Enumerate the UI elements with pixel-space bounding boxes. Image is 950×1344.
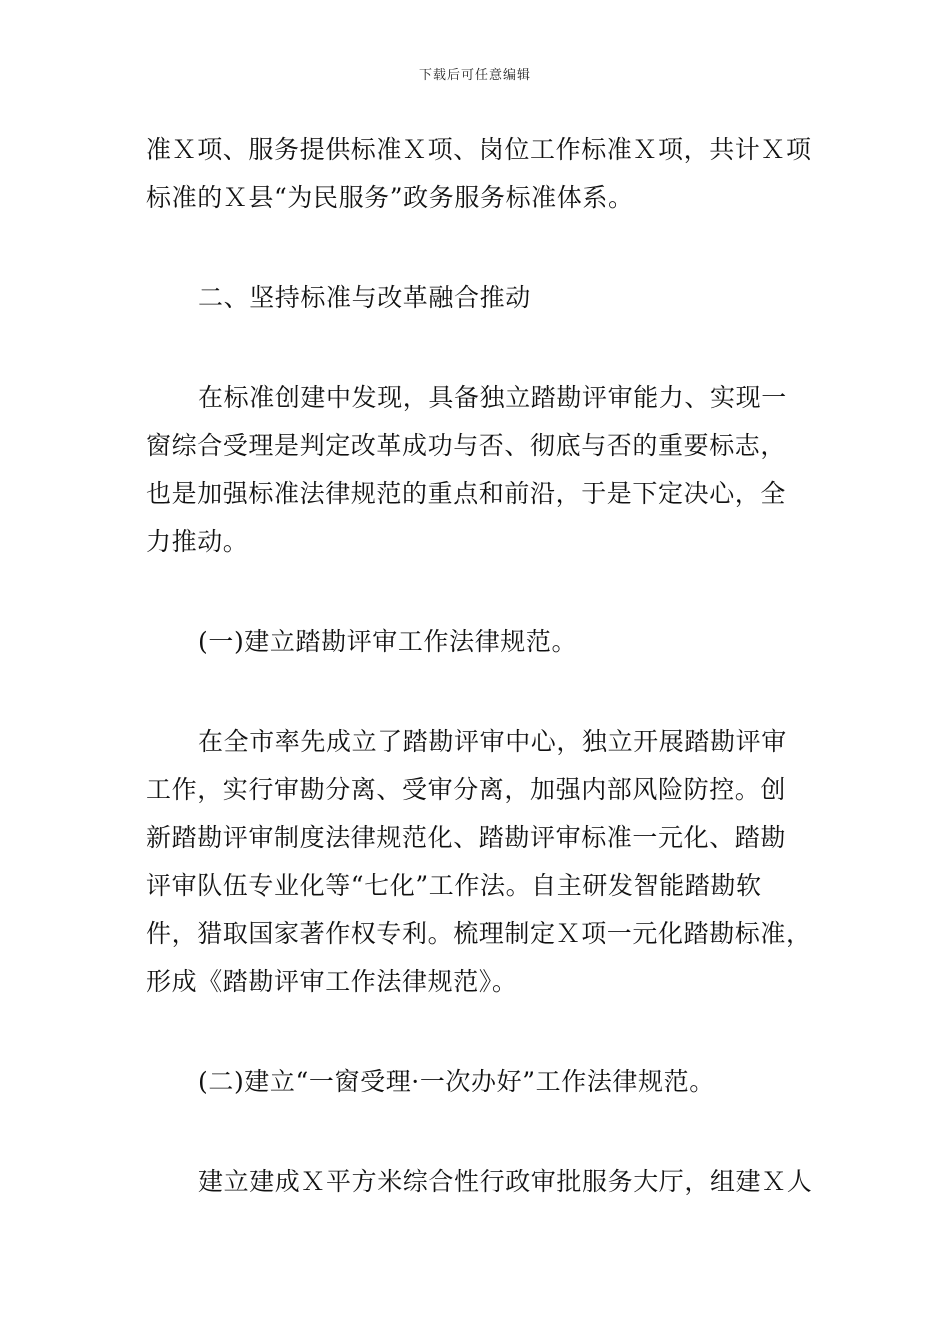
heading-line: (一)建立踏勘评审工作法律规范。 [198,627,578,656]
heading-line: (二)建立“一窗受理·一次办好”工作法律规范。 [198,1067,715,1096]
text-line: 件，猎取国家著作权专利。梳理制定Ｘ项一元化踏勘标准， [146,919,812,948]
paragraph [146,718,811,1006]
text-line: 评审队伍专业化等“七化”工作法。自主研发智能踏勘软 [146,871,762,900]
subsection-heading [146,618,811,666]
text-line: 力推动。 [146,527,249,556]
text-line: 窗综合受理是判定改革成功与否、彻底与否的重要标志， [146,431,787,460]
text-line: 也是加强标准法律规范的重点和前沿，于是下定决心，全 [146,479,787,508]
text-line: 建立建成Ｘ平方米综合性行政审批服务大厅，组建Ｘ人 [198,1167,813,1196]
text-line: 准Ｘ项、服务提供标准Ｘ项、岗位工作标准Ｘ项，共计Ｘ项 [146,135,812,164]
subsection-heading [146,1058,811,1106]
section-heading [146,274,811,322]
paragraph [146,1158,811,1206]
text-line: 工作，实行审勘分离、受审分离，加强内部风险防控。创 [146,775,787,804]
paragraph [146,374,811,566]
paragraph [146,126,811,222]
page-header-note: 下载后可任意编辑 [418,68,531,83]
heading-line: 二、坚持标准与改革融合推动 [198,283,531,312]
text-line: 新踏勘评审制度法律规范化、踏勘评审标准一元化、踏勘 [146,823,787,852]
document-body [146,126,811,1206]
text-line: 在标准创建中发现，具备独立踏勘评审能力、实现一 [198,383,787,412]
text-line: 标准的Ｘ县“为民服务”政务服务标准体系。 [146,183,634,212]
text-line: 形成《踏勘评审工作法律规范》。 [146,967,518,996]
text-line: 在全市率先成立了踏勘评审中心，独立开展踏勘评审 [198,727,787,756]
